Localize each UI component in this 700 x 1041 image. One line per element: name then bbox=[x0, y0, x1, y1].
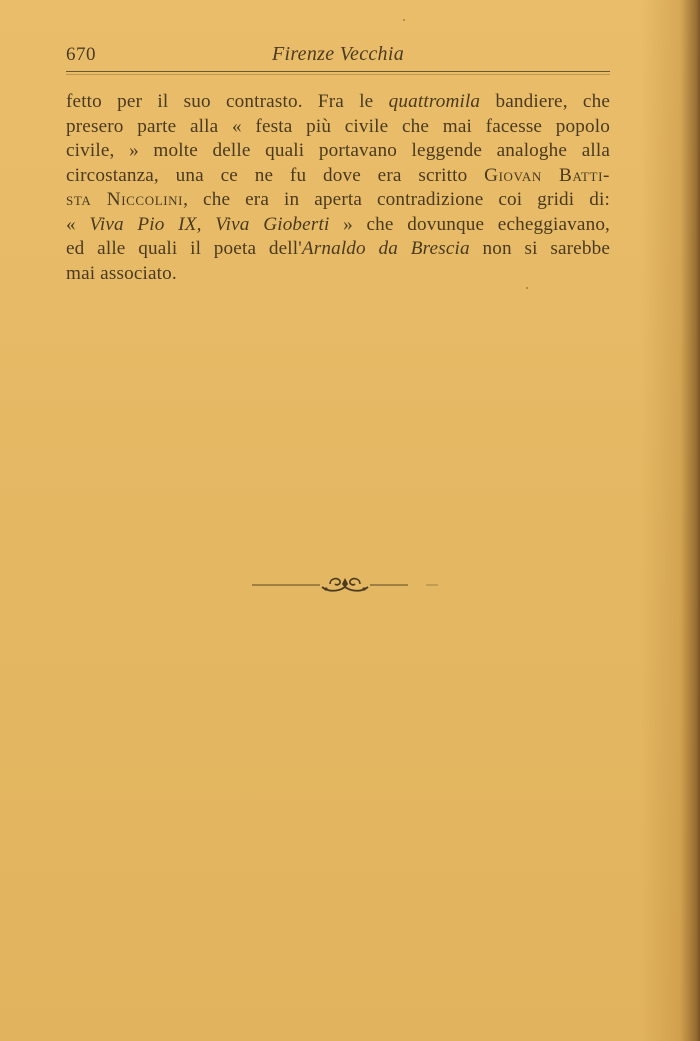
text-line: sta Niccolini, che era in aperta contradizione coi gridi di: bbox=[66, 189, 610, 210]
italic-phrase: Viva Pio IX, Viva Gioberti bbox=[89, 213, 330, 235]
paper-speck bbox=[526, 287, 528, 289]
text-line: ed alle quali il poeta dell'Arnaldo da Brescia non si sarebbe bbox=[66, 238, 610, 259]
text-line: civile, » molte delle quali portavano leggende analoghe alla bbox=[66, 140, 610, 161]
header-rule-shadow bbox=[66, 74, 610, 75]
fleuron-ornament-icon bbox=[250, 572, 440, 598]
body-paragraph bbox=[66, 90, 610, 286]
text-line: circostanza, una ce ne fu dove era scritto Giovan Batti- bbox=[66, 164, 610, 186]
header-rule bbox=[66, 71, 610, 72]
page-number: 670 bbox=[66, 44, 96, 65]
text-line: presero parte alla « festa più civile che mai facesse popolo bbox=[66, 115, 610, 137]
page-header bbox=[66, 40, 610, 72]
paper-speck bbox=[403, 19, 405, 21]
text-line: fetto per il suo contrasto. Fra le quattromila bandiere, che bbox=[66, 91, 611, 112]
small-caps-name: sta Niccolini bbox=[66, 189, 184, 210]
text-line: mai associato. bbox=[66, 262, 177, 284]
italic-title: Arnaldo da Brescia bbox=[301, 238, 470, 259]
running-title: Firenze Vecchia bbox=[271, 43, 405, 65]
text-line: « Viva Pio IX, Viva Gioberti » che dovunque echeggiavano, bbox=[66, 213, 611, 235]
small-caps-name: Giovan Batti- bbox=[484, 164, 610, 186]
italic-word: quattromila bbox=[388, 91, 481, 112]
